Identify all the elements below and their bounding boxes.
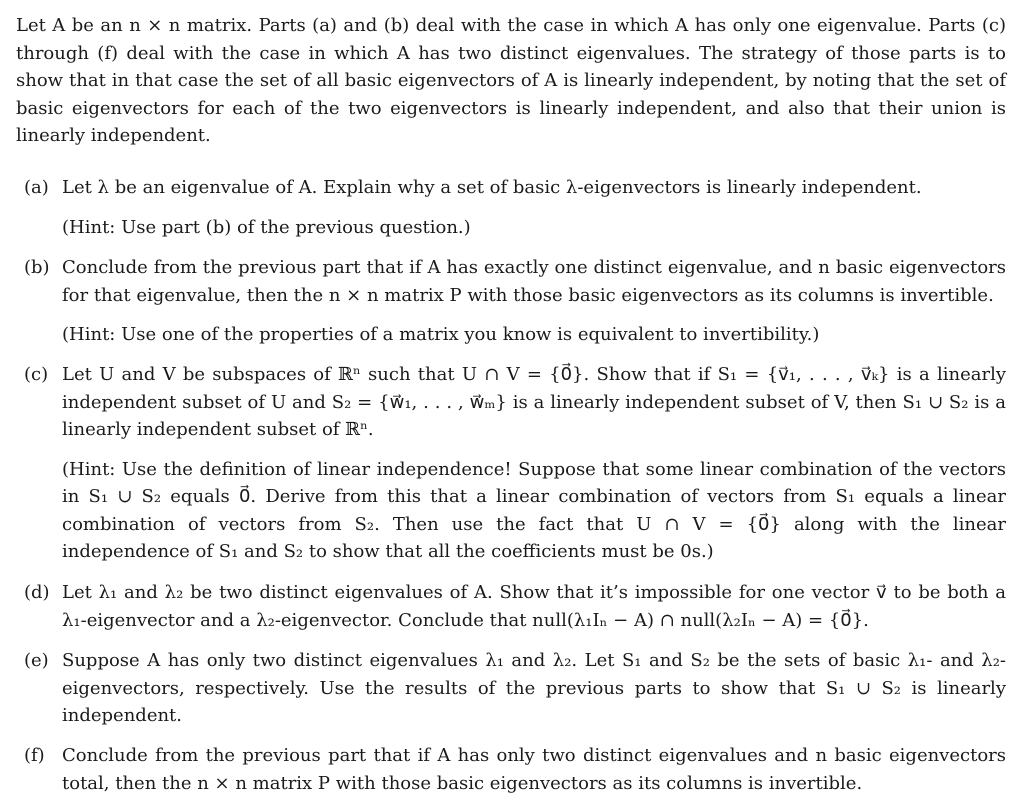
part-c-text: Let U and V be subspaces of ℝⁿ such that U ∩ V = {0⃗}. Show that if S₁ = {v⃗₁, . . . , v⃗ₖ} is a linearly independent subset of U and S₂ = {w⃗₁, . . . , w⃗ₘ} is a linearly independent subset of V, then S₁ ∪ S₂ is a linearly independent subset of ℝⁿ. <box>62 364 1006 440</box>
part-b-text: Conclude from the previous part that if A has exactly one distinct eigenvalue, and n basic eigenvectors for that eigenvalue, then the n × n matrix P with those basic eigenvectors as its columns is invertible. <box>62 257 1006 306</box>
part-a <box>24 174 1006 241</box>
part-f-text: Conclude from the previous part that if A has only two distinct eigenvalues and n basic eigenvectors total, then the n × n matrix P with those basic eigenvectors as its columns is invertible. <box>62 745 1006 794</box>
part-a-text: Let λ be an eigenvalue of A. Explain why a set of basic λ-eigenvectors is linearly independent. <box>62 177 922 198</box>
intro-paragraph: Let A be an n × n matrix. Parts (a) and (b) deal with the case in which A has only one eigenvalue. Parts (c) through (f) deal with the case in which A has two distinct eigenvalues. The strategy of those parts is to show that in that case the set of all basic eigenvectors of A is linearly independent, by noting that the set of basic eigenvectors for each of the two eigenvectors is linearly independent, and also that their union is linearly independent. <box>16 15 1006 146</box>
part-b-label: (b) <box>24 257 50 278</box>
part-a-label: (a) <box>24 177 49 198</box>
part-d-text: Let λ₁ and λ₂ be two distinct eigenvalues of A. Show that it’s impossible for one vector v⃗ to be both a λ₁-eigenvector and a λ₂-eigenvector. Conclude that null(λ₁Iₙ − A) ∩ null(λ₂Iₙ − A) = {0⃗}. <box>62 582 1006 631</box>
part-e <box>24 647 1006 730</box>
part-e-label: (e) <box>24 650 49 671</box>
part-d-label: (d) <box>24 582 50 603</box>
part-e-text: Suppose A has only two distinct eigenvalues λ₁ and λ₂. Let S₁ and S₂ be the sets of basic λ₁- and λ₂-eigenvectors, respectively. Use the results of the previous parts to show that S₁ ∪ S₂ is linearly independent. <box>62 650 1006 726</box>
part-a-hint: (Hint: Use part (b) of the previous question.) <box>62 216 471 238</box>
part-c <box>24 361 1006 566</box>
part-f-label: (f) <box>24 745 45 766</box>
part-d <box>24 579 1006 634</box>
part-f <box>24 742 1006 797</box>
part-c-hint: (Hint: Use the definition of linear independence! Suppose that some linear combination of the vectors in S₁ ∪ S₂ equals 0⃗. Derive from this that a linear combination of vectors from S₁ equals a linear combination of vectors from S₂. Then use the fact that U ∩ V = {0⃗} along with the linear independence of S₁ and S₂ to show that all the coefficients must be 0s.) <box>62 458 1006 562</box>
part-b-hint: (Hint: Use one of the properties of a matrix you know is equivalent to invertibility.) <box>62 324 820 345</box>
part-b <box>24 254 1006 349</box>
part-c-label: (c) <box>24 364 49 385</box>
